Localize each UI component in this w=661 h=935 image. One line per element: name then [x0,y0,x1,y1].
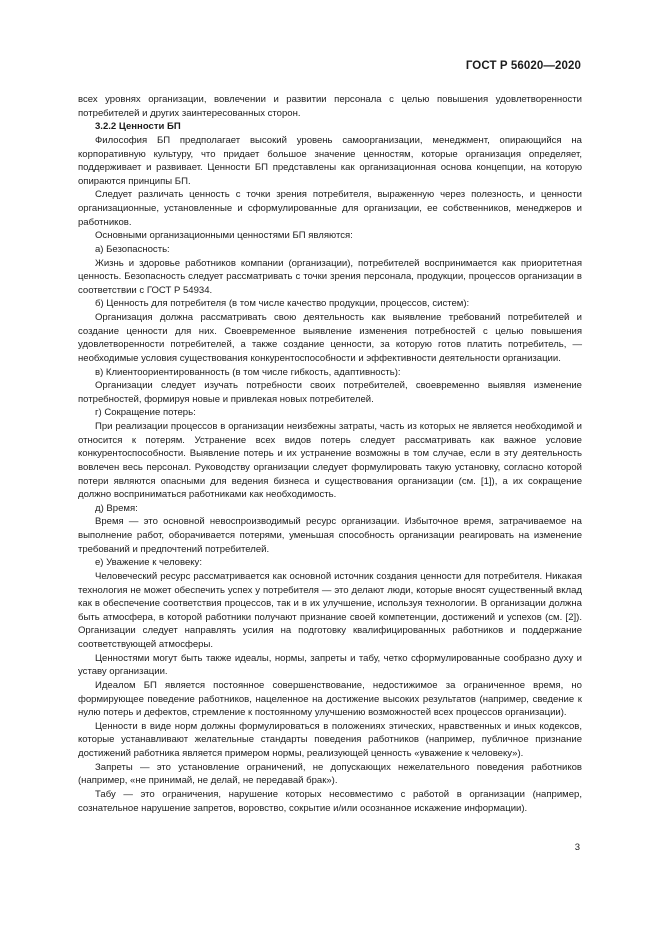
paragraph: Жизнь и здоровье работников компании (организации), потребителей воспринимается как приоритетная ценность. Безопасность следует рассматривать с точки зрения персонала, продукции, процессов организации в соответствии с ГОСТ Р 54934. [78,257,582,296]
paragraph: Табу — это ограничения, нарушение которых несовместимо с работой в организации (например, сознательное нарушение запретов, воровство, сокрытие и/или осознанное искажение информации). [78,788,582,814]
paragraph: Человеческий ресурс рассматривается как основной источник создания ценности для потребителя. Никакая технология не может обеспечить успех у потребителя — это делают люди, которые вносят существенный вклад как в обеспечение соответствия процессов, так и в их улучшение, используя технологии. В организации должна быть атмосфера, в которой работники получают признание своей компетенции, достижений и успехов (см. [2]). Организации следует направлять усилия на подготовку квалифицированных работников и поддержание соответствующей атмосферы. [78,570,582,650]
list-item-label: а) Безопасность: [95,243,170,255]
paragraph: Следует различать ценность с точки зрения потребителя, выраженную через полезность, и ценности организационные, установленные и сформулированные для организации, ее собственников, менеджеров и работников. [78,189,582,228]
list-item-label: в) Клиентоориентированность (в том числе гибкость, адаптивность): [95,366,401,378]
paragraph: всех уровнях организации, вовлечении и развитии персонала с целью повышения удовлетворенности потребителей и других заинтересованных сторон. [78,94,582,119]
paragraph: Философия БП предполагает высокий уровень самоорганизации, менеджмент, опирающийся на корпоративную культуру, что придает большое значение ценностям, которые организация определяет, поддерживает и развивает. Ценности БП представлены как организационная основа концепции, на которую опираются принципы БП. [78,134,582,187]
page-number: 3 [574,842,580,853]
paragraph: Организация должна рассматривать свою деятельность как выявление требований потребителей и создание ценности для них. Своевременное выявление изменения потребностей с целью повышения удовлетворенности потребителей, а также создание ценности, за которую готов платить потребитель, — необходимые условия существования конкурентоспособности и эффективности деятельности организации. [78,312,582,364]
paragraph: Ценностями могут быть также идеалы, нормы, запреты и табу, четко сформулированные сообразно духу и уставу организации. [78,652,582,678]
document-standard-id: ГОСТ Р 56020—2020 [465,60,581,72]
paragraph: При реализации процессов в организации неизбежны затраты, часть из которых не является необходимой и относится к потерям. Устранение всех видов потерь следует рассматривать как важное условие конкурентоспособности. Выявление потерь и их устранение возможны в том случае, если в эту деятельность вовлечен весь персонал. Руководству организации следует формулировать такую установку, согласно которой потери являются опасными для ведения бизнеса и существования организации (см. [1]), а их сокращение должно восприниматься работниками как необходимость. [78,421,582,501]
section-heading: 3.2.2 Ценности БП [95,121,181,133]
paragraph: Организации следует изучать потребности своих потребителей, своевременно выявляя изменение потребностей, формируя новые и привлекая новых потребителей. [78,380,582,405]
list-item-label: б) Ценность для потребителя (в том числе качество продукции, процессов, систем): [95,298,470,310]
paragraph: Ценности в виде норм должны формулироваться в положениях этических, нравственных и иных кодексов, которые устанавливают желательные стандарты поведения работников (например, публичное признание достижений работника является примером нормы, реализующей ценность «уважение к человеку»). [78,720,582,759]
paragraph: Время — это основной невоспроизводимый ресурс организации. Избыточное время, затрачиваемое на выполнение работ, оборачивается потерями, уменьшая способность организации реагировать на изменение требований и предпочтений потребителей. [78,516,582,555]
body-text [78,93,582,815]
list-item-label: е) Уважение к человеку: [95,557,202,569]
paragraph: Идеалом БП является постоянное совершенствование, недостижимое за ограниченное время, но формирующее поведение работников, нацеленное на достижение высоких результатов (например, сведение к нулю потерь и дефектов, стремление к постоянному улучшению возможностей всех процессов организации). [78,679,582,719]
list-item-label: г) Сокращение потерь: [95,407,196,419]
list-item-label: д) Время: [95,502,138,514]
paragraph: Запреты — это установление ограничений, не допускающих нежелательного поведения работников (например, «не принимай, не делай, не передавай брак»). [78,761,582,787]
paragraph: Основными организационными ценностями БП являются: [95,230,353,242]
